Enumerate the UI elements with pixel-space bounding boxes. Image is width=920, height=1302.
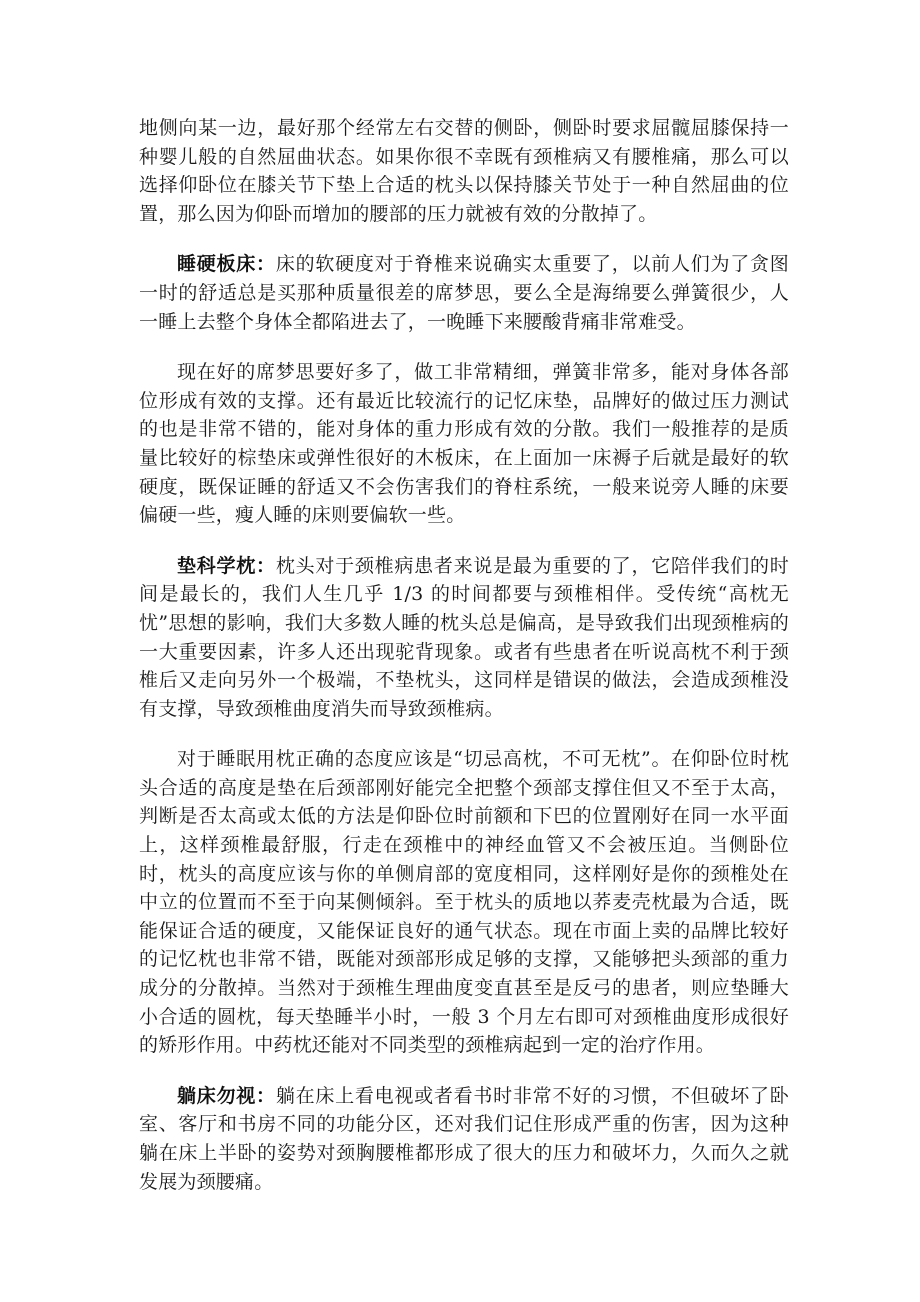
paragraph-no-watching-in-bed	[139, 1082, 789, 1196]
paragraph-text: 地侧向某一边，最好那个经常左右交替的侧卧，侧卧时要求屈髋屈膝保持一种婴儿般的自然屈曲状态。如果你很不幸既有颈椎病又有腰椎痛，那么可以选择仰卧位在膝关节下垫上合适的枕头以保持膝关节处于一种自然屈曲的位置，那么因为仰卧而增加的腰部的压力就被有效的分散掉了。	[139, 117, 789, 225]
paragraph-text: 枕头对于颈椎病患者来说是最为重要的了，它陪伴我们的时间是最长的，我们人生几乎 1/3 的时间都要与颈椎相伴。受传统“高枕无忧”思想的影响，我们大多数人睡的枕头总是偏高，是导致我们出现颈椎病的一大重要因素，许多人还出现驼背现象。或者有些患者在听说高枕不利于颈椎后又走向另外一个极端，不垫枕头，这同样是错误的做法，会造成颈椎没有支撑，导致颈椎曲度消失而导致颈椎病。	[139, 554, 789, 720]
paragraph-mattress	[139, 358, 789, 530]
section-heading-scientific-pillow: 垫科学枕：	[177, 554, 276, 577]
paragraph-pillow-height	[139, 745, 789, 1060]
paragraph-text: 对于睡眠用枕正确的态度应该是“切忌高枕，不可无枕”。在仰卧位时枕头合适的高度是垫在后颈部刚好能完全把整个颈部支撑住但又不至于太高，判断是否太高或太低的方法是仰卧位时前额和下巴的位置刚好在同一水平面上，这样颈椎最舒服，行走在颈椎中的神经血管又不会被压迫。当侧卧位时，枕头的高度应该与你的单侧肩部的宽度相同，这样刚好是你的颈椎处在中立的位置而不至于向某侧倾斜。至于枕头的质地以荞麦壳枕最为合适，既能保证合适的硬度，又能保证良好的通气状态。现在市面上卖的品牌比较好的记忆枕也非常不错，既能对颈部形成足够的支撑，又能够把头颈部的重力成分的分散掉。当然对于颈椎生理曲度变直甚至是反弓的患者，则应垫睡大小合适的圆枕，每天垫睡半小时，一般 3 个月左右即可对颈椎曲度形成很好的矫形作用。中药枕还能对不同类型的颈椎病起到一定的治疗作用。	[139, 748, 789, 1057]
paragraph-hard-bed	[139, 250, 789, 336]
section-heading-hard-bed: 睡硬板床：	[177, 253, 276, 276]
paragraph-text: 躺在床上看电视或者看书时非常不好的习惯，不但破坏了卧室、客厅和书房不同的功能分区，还对我们记住形成严重的伤害，因为这种躺在床上半卧的姿势对颈胸腰椎都形成了很大的压力和破坏力，久而久之就发展为颈腰痛。	[139, 1084, 789, 1193]
paragraph-sleep-posture	[139, 114, 789, 228]
paragraph-text: 现在好的席梦思要好多了，做工非常精细，弹簧非常多，能对身体各部位形成有效的支撑。还有最近比较流行的记忆床垫，品牌好的做过压力测试的也是非常不错的，能对身体的重力形成有效的分散。我们一般推荐的是质量比较好的棕垫床或弹性很好的木板床，在上面加一床褥子后就是最好的软硬度，既保证睡的舒适又不会伤害我们的脊柱系统，一般来说旁人睡的床要偏硬一些，瘦人睡的床则要偏软一些。	[139, 361, 789, 527]
document-body	[139, 114, 789, 1218]
section-heading-no-watching-in-bed: 躺床勿视：	[177, 1084, 276, 1107]
paragraph-text: 床的软硬度对于脊椎来说确实太重要了，以前人们为了贪图一时的舒适总是买那种质量很差的席梦思，要么全是海绵要么弹簧很少，人一睡上去整个身体全都陷进去了，一晚睡下来腰酸背痛非常难受。	[139, 253, 789, 333]
paragraph-scientific-pillow	[139, 552, 789, 724]
